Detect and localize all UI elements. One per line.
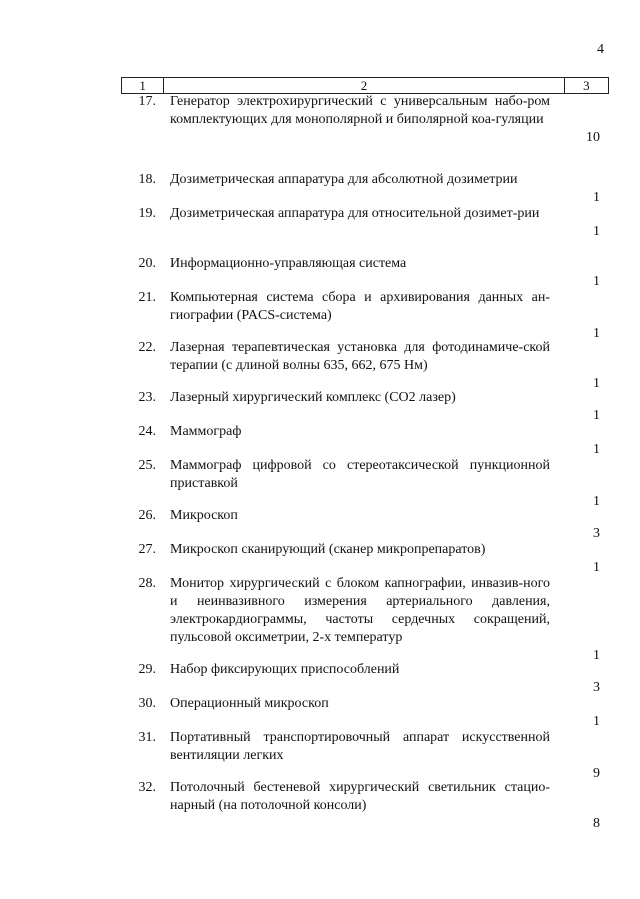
- row-text: Потолочный бестеневой хирургический светильник стацио-нарный (на потолочной консоли): [170, 780, 550, 813]
- row-quantity: 1: [593, 714, 600, 729]
- row-text: Маммограф: [170, 424, 242, 439]
- row-text: Портативный транспортировочный аппарат искусственной вентиляции легких: [170, 730, 550, 763]
- header-col-2: 2: [164, 78, 565, 94]
- row-quantity: 8: [593, 816, 600, 831]
- row-number: 26.: [138, 508, 156, 523]
- row-number: 30.: [138, 696, 156, 711]
- table-row: [0, 171, 640, 205]
- table-row: [0, 541, 640, 575]
- header-col-3: 3: [564, 78, 608, 94]
- row-quantity: 1: [593, 376, 600, 391]
- row-quantity: 1: [593, 190, 600, 205]
- table-row: [0, 339, 640, 389]
- row-number: 27.: [138, 542, 156, 557]
- table-row: [0, 729, 640, 779]
- table-row: [0, 423, 640, 457]
- table-row: [0, 93, 640, 171]
- row-number: 25.: [138, 458, 156, 473]
- row-number: 24.: [138, 424, 156, 439]
- table-row: [0, 779, 640, 829]
- row-text: Информационно-управляющая система: [170, 256, 407, 271]
- row-text: Маммограф цифровой со стереотаксической пункционной приставкой: [170, 458, 550, 491]
- row-quantity: 1: [593, 224, 600, 239]
- table-row: [0, 255, 640, 289]
- table-row: [0, 507, 640, 541]
- table-row: [0, 457, 640, 507]
- table-row: [0, 695, 640, 729]
- row-number: 19.: [138, 206, 156, 221]
- page-number: 4: [597, 42, 604, 57]
- header-col-1: 1: [122, 78, 164, 94]
- row-text: Операционный микроскоп: [170, 696, 329, 711]
- row-number: 20.: [138, 256, 156, 271]
- table-row: [0, 289, 640, 339]
- row-number: 21.: [138, 290, 156, 305]
- row-quantity: 1: [593, 326, 600, 341]
- table-row: [0, 575, 640, 661]
- row-number: 31.: [138, 730, 156, 745]
- row-quantity: 3: [593, 680, 600, 695]
- row-text: Дозиметрическая аппаратура для абсолютной дозиметрии: [170, 172, 518, 187]
- row-text: Набор фиксирующих приспособлений: [170, 662, 400, 677]
- row-quantity: 9: [593, 766, 600, 781]
- row-number: 28.: [138, 576, 156, 591]
- row-number: 32.: [138, 780, 156, 795]
- row-quantity: 1: [593, 408, 600, 423]
- row-number: 18.: [138, 172, 156, 187]
- row-quantity: 1: [593, 648, 600, 663]
- row-text: Генератор электрохирургический с универсальным набо-ром комплектующих для монополярной и биполярной коа-гуляции: [170, 94, 550, 127]
- row-text: Дозиметрическая аппаратура для относительной дозимет-рии: [170, 206, 540, 221]
- row-quantity: 10: [586, 130, 600, 145]
- row-quantity: 1: [593, 442, 600, 457]
- row-text: Лазерная терапевтическая установка для фотодинамиче-ской терапии (с длиной волны 635, 662, 675 Нм): [170, 340, 550, 373]
- table-header: [121, 77, 609, 94]
- row-text: Микроскоп: [170, 508, 238, 523]
- table-row: [0, 661, 640, 695]
- row-quantity: 3: [593, 526, 600, 541]
- row-number: 29.: [138, 662, 156, 677]
- equipment-list: [0, 93, 640, 829]
- row-quantity: 1: [593, 494, 600, 509]
- row-number: 17.: [138, 94, 156, 109]
- table-row: [0, 389, 640, 423]
- row-number: 23.: [138, 390, 156, 405]
- row-text: Монитор хирургический с блоком капнографии, инвазив-ного и неинвазивного измерения артериального давления, электрокардиограммы, частоты сердечных сокращений, пульсовой оксиметрии, 2-х температур: [170, 576, 550, 645]
- row-text: Микроскоп сканирующий (сканер микропрепаратов): [170, 542, 486, 557]
- row-text: Лазерный хирургический комплекс (СО2 лазер): [170, 390, 456, 405]
- row-text: Компьютерная система сбора и архивирования данных ан-гиографии (PACS-система): [170, 290, 550, 323]
- row-quantity: 1: [593, 274, 600, 289]
- row-quantity: 1: [593, 560, 600, 575]
- row-number: 22.: [138, 340, 156, 355]
- table-row: [0, 205, 640, 255]
